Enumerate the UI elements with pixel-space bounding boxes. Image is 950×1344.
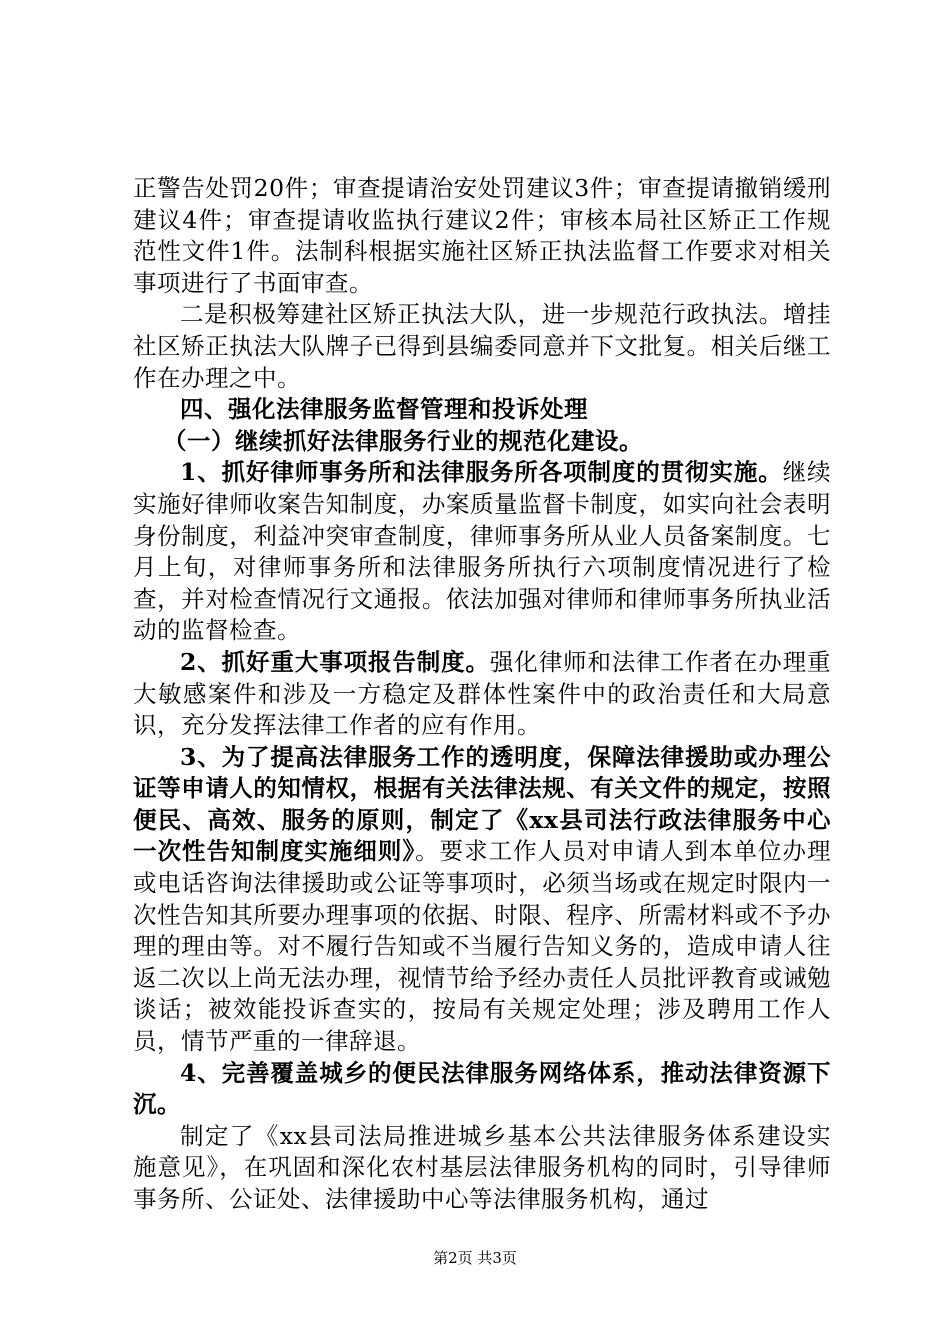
item-3-text: 。要求工作人员对申请人到本单位办理或电话咨询法律援助或公证等事项时，必须当场或在规定时限内一次性告知其所要办理事项的依据、时限、程序、所需材料或不予办理的理由等。对不履行告知或不当履行告知义务的，造成申请人往返二次以上尚无法办理，视情节给予经办责任人员批评教育或诫勉谈话；被效能投诉查实的，按局有关规定处理；涉及聘用工作人员，情节严重的一律辞退。 [133, 837, 832, 1056]
item-1-text: 继续实施好律师收案告知制度，办案质量监督卡制度，如实向社会表明身份制度，利益冲突审查制度，律师事务所从业人员备案制度。七月上旬，对律师事务所和法律服务所执行六项制度情况进行了检查，并对检查情况行文通报。依法加强对律师和律师事务所执业活动的监督检查。 [133, 458, 831, 645]
section-heading-4: 四、强化法律服务监督管理和投诉处理 [180, 395, 588, 424]
page-footer: 第2页 共3页 [433, 1249, 517, 1267]
document-body [133, 173, 831, 1216]
paragraph-item-4-text: 制定了《xx县司法局推进城乡基本公共法律服务体系建设实施意见》，在巩固和深化农村基层法律服务机构的同时，引导律师事务所、公证处、法律援助中心等法律服务机构，通过 [133, 1121, 831, 1213]
item-2-title: 2、抓好重大事项报告制度。 [180, 647, 490, 676]
item-2-text: 强化律师和法律工作者在办理重大敏感案件和涉及一方稳定及群体性案件中的政治责任和大局意识，充分发挥法律工作者的应有作用。 [133, 647, 831, 740]
item-3-title: 3、为了提高法律服务工作的透明度，保障法律援助或办理公证等申请人的知情权，根据有关法律法规、有关文件的规定，按照便民、高效、服务的原则，制定了《xx县司法行政法律服务中心一次性告知制度实施细则》 [133, 742, 831, 866]
paragraph-item-1 [133, 457, 831, 647]
paragraph-continuation: 正警告处罚20件；审查提请治安处罚建议3件；审查提请撤销缓刑建议4件；审查提请收监执行建议2件；审核本局社区矫正工作规范性文件1件。法制科根据实施社区矫正执法监督工作要求对相关事项进行了书面审查。 [133, 174, 831, 297]
paragraph-item-4-title: 4、完善覆盖城乡的便民法律服务网络体系，推动法律资源下沉。 [133, 1058, 831, 1119]
subsection-heading-1: （一）继续抓好法律服务行业的规范化建设。 [163, 426, 643, 455]
paragraph-item-2 [133, 647, 831, 742]
paragraph-law-enforcement-team: 二是积极筹建社区矫正执法大队，进一步规范行政执法。增挂社区矫正执法大队牌子已得到县编委同意并下文批复。相关后继工作在办理之中。 [133, 300, 831, 392]
item-1-title: 1、抓好律师事务所和法律服务所各项制度的贯彻实施。 [180, 458, 783, 487]
paragraph-item-3 [133, 742, 831, 1058]
